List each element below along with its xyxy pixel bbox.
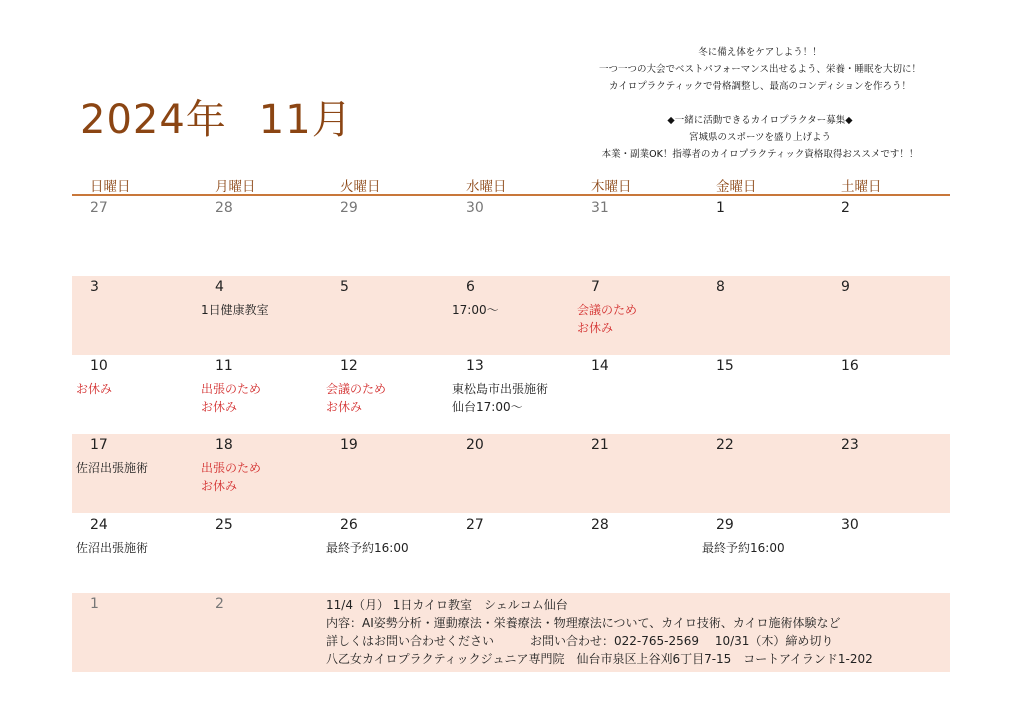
day-number: 12 <box>340 358 358 374</box>
day-cell[interactable] <box>322 514 447 593</box>
day-cell[interactable] <box>698 514 823 593</box>
closed-note: お休み <box>577 321 614 335</box>
day-cell[interactable] <box>72 197 197 276</box>
week-row <box>72 514 950 593</box>
closed-note: 会議のため <box>326 382 387 396</box>
day-cell[interactable] <box>197 197 322 276</box>
day-number: 8 <box>716 279 725 295</box>
day-number: 15 <box>716 358 734 374</box>
day-cell[interactable] <box>698 434 823 513</box>
day-number: 17 <box>90 437 108 453</box>
day-cell[interactable] <box>573 434 698 513</box>
day-cell[interactable] <box>322 434 447 513</box>
day-number: 31 <box>591 200 609 216</box>
day-cell[interactable] <box>823 276 948 355</box>
day-cell[interactable] <box>448 514 573 593</box>
weekday-fri: 金曜日 <box>716 179 757 195</box>
event-note: 仙台17:00～ <box>452 400 523 414</box>
day-number: 21 <box>591 437 609 453</box>
day-number: 1 <box>90 596 99 612</box>
day-cell[interactable] <box>823 514 948 593</box>
notice-line: 宮城県のスポーツを盛り上げよう <box>688 132 832 143</box>
month-label: 11月 <box>258 97 353 143</box>
event-note: 東松島市出張施術 <box>452 382 549 396</box>
day-cell[interactable] <box>573 355 698 434</box>
day-cell[interactable] <box>573 514 698 593</box>
day-cell[interactable] <box>322 355 447 434</box>
event-note: 最終予約16:00 <box>702 541 785 555</box>
notice-line: 冬に備え体をケアしよう！！ <box>698 47 822 58</box>
day-number: 4 <box>215 279 224 295</box>
notice-box <box>560 44 960 163</box>
day-cell[interactable] <box>197 355 322 434</box>
day-cell[interactable] <box>322 197 447 276</box>
day-number: 3 <box>90 279 99 295</box>
day-number: 6 <box>466 279 475 295</box>
day-number: 16 <box>841 358 859 374</box>
day-cell[interactable] <box>448 276 573 355</box>
day-number: 30 <box>841 517 859 533</box>
day-cell[interactable] <box>573 276 698 355</box>
calendar-title <box>80 88 353 145</box>
closed-note: お休み <box>201 479 238 493</box>
event-note: 佐沼出張施術 <box>76 461 149 475</box>
day-number: 13 <box>466 358 484 374</box>
day-cell[interactable] <box>448 434 573 513</box>
closed-note: 出張のため <box>201 461 262 475</box>
day-number: 27 <box>466 517 484 533</box>
day-number: 30 <box>466 200 484 216</box>
day-number: 2 <box>841 200 850 216</box>
day-number: 5 <box>340 279 349 295</box>
day-number: 23 <box>841 437 859 453</box>
day-number: 18 <box>215 437 233 453</box>
day-number: 2 <box>215 596 224 612</box>
day-number: 26 <box>340 517 358 533</box>
info-line: 詳しくはお問い合わせください お問い合わせ：022-765-2569 10/31（木）締め切り <box>326 634 834 648</box>
event-note: 佐沼出張施術 <box>76 541 149 555</box>
day-number: 11 <box>215 358 233 374</box>
info-line: 11/4（月） 1日カイロ教室 シェルコム仙台 <box>326 598 568 612</box>
closed-note: 会議のため <box>577 303 638 317</box>
day-number: 22 <box>716 437 734 453</box>
weekday-thu: 木曜日 <box>591 179 632 195</box>
week-row <box>72 434 950 513</box>
day-cell[interactable] <box>72 355 197 434</box>
day-cell[interactable] <box>823 197 948 276</box>
day-cell[interactable] <box>197 276 322 355</box>
day-number: 29 <box>716 517 734 533</box>
day-cell[interactable] <box>72 434 197 513</box>
day-number: 29 <box>340 200 358 216</box>
weekday-sat: 土曜日 <box>841 179 882 195</box>
day-cell[interactable] <box>72 276 197 355</box>
year-label: 2024年 <box>80 97 227 143</box>
notice-line: カイロプラクティックで骨格調整し、最高のコンディションを作ろう！ <box>608 81 911 92</box>
weekday-header <box>72 174 950 196</box>
day-cell[interactable] <box>197 593 322 672</box>
day-cell[interactable] <box>448 197 573 276</box>
day-cell[interactable] <box>698 276 823 355</box>
weekday-tue: 火曜日 <box>340 179 381 195</box>
day-number: 7 <box>591 279 600 295</box>
day-cell[interactable] <box>197 514 322 593</box>
day-cell[interactable] <box>698 355 823 434</box>
notice-line: ◆一緒に活動できるカイロプラクター募集◆ <box>667 115 853 126</box>
notice-line: 一つ一つの大会でベストパフォーマンス出せるよう、栄養・睡眠を大切に！ <box>598 64 922 75</box>
weekday-mon: 月曜日 <box>215 179 256 195</box>
day-cell[interactable] <box>573 197 698 276</box>
day-number: 28 <box>215 200 233 216</box>
day-cell[interactable] <box>322 276 447 355</box>
day-cell[interactable] <box>823 355 948 434</box>
week-row <box>72 276 950 355</box>
day-cell[interactable] <box>197 434 322 513</box>
closed-note: お休み <box>76 382 113 396</box>
day-cell[interactable] <box>698 197 823 276</box>
weekday-sun: 日曜日 <box>90 179 131 195</box>
day-cell[interactable] <box>448 355 573 434</box>
closed-note: 出張のため <box>201 382 262 396</box>
day-number: 24 <box>90 517 108 533</box>
event-note: 1日健康教室 <box>201 303 269 317</box>
day-number: 27 <box>90 200 108 216</box>
day-number: 25 <box>215 517 233 533</box>
event-note: 17:00～ <box>452 303 499 317</box>
day-number: 19 <box>340 437 358 453</box>
day-number: 20 <box>466 437 484 453</box>
info-line: 内容：AI姿勢分析・運動療法・栄養療法・物理療法について、カイロ技術、カイロ施術体験など <box>326 616 841 630</box>
week-row <box>72 197 950 276</box>
closed-note: お休み <box>326 400 363 414</box>
day-cell[interactable] <box>823 434 948 513</box>
day-number: 28 <box>591 517 609 533</box>
day-number: 1 <box>716 200 725 216</box>
closed-note: お休み <box>201 400 238 414</box>
day-number: 9 <box>841 279 850 295</box>
day-cell[interactable] <box>72 593 197 672</box>
info-line: 八乙女カイロプラクティックジュニア専門院 仙台市泉区上谷刈6丁目7-15 コートアイランド1-202 <box>326 652 873 666</box>
event-info-box <box>326 596 873 668</box>
event-note: 最終予約16:00 <box>326 541 409 555</box>
week-row <box>72 593 950 672</box>
day-number: 10 <box>90 358 108 374</box>
day-number: 14 <box>591 358 609 374</box>
day-cell[interactable] <box>72 514 197 593</box>
weekday-wed: 水曜日 <box>466 179 507 195</box>
week-row <box>72 355 950 434</box>
notice-line: 本業・副業OK！指導者のカイロプラクティック資格取得おススメです！！ <box>601 149 919 160</box>
